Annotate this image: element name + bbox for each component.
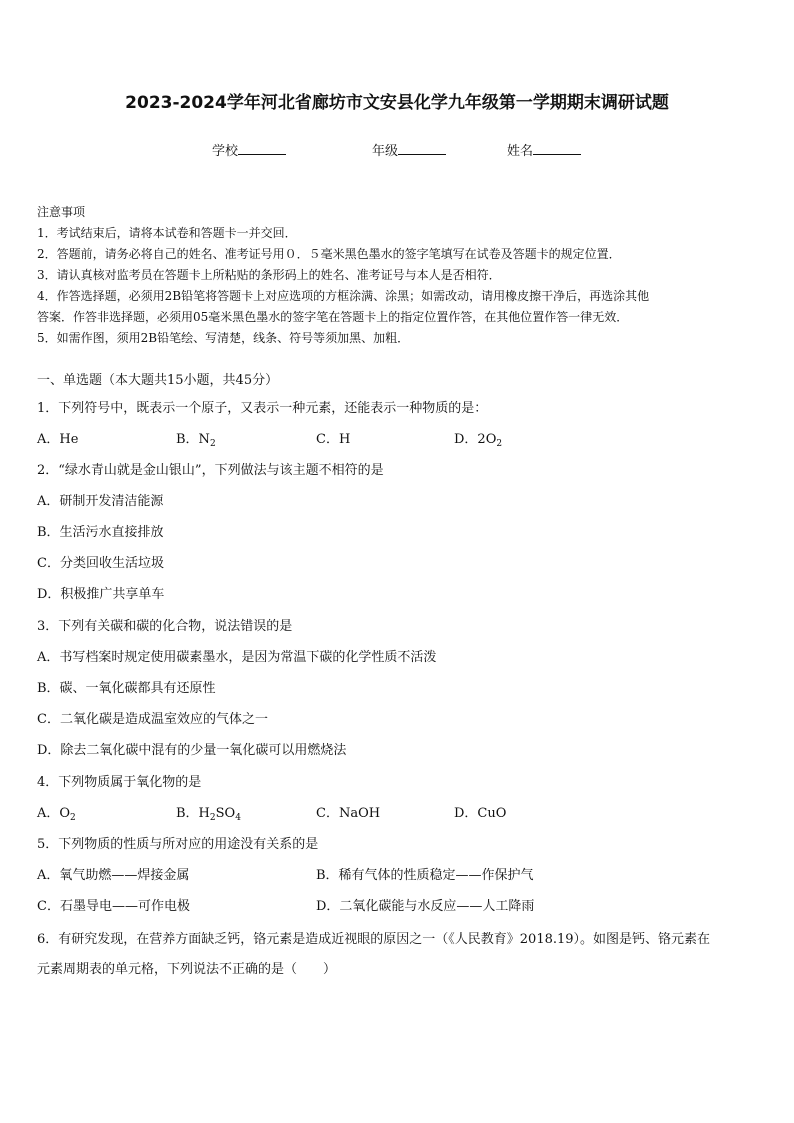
question-4-stem: 4．下列物质属于氧化物的是 — [37, 775, 202, 790]
q3-option-a[interactable]: A．书写档案时规定使用碳素墨水，是因为常温下碳的化学性质不活泼 — [37, 650, 437, 665]
notice-item: 4．作答选择题，必须用2B铅笔将答题卡上对应选项的方框涂满、涂黑；如需改动，请用橡皮擦干净后，再选涂其他 — [37, 289, 650, 303]
school-label: 学校 — [212, 144, 239, 159]
grade-blank — [398, 142, 446, 155]
q4-option-b-text-2: SO — [215, 806, 236, 821]
notice-item: 5．如需作图，须用2B铅笔绘、写清楚，线条、符号等须加黑、加粗． — [37, 331, 410, 345]
q4-option-b-text: B．H — [176, 806, 210, 821]
q4-option-a-text: A．O — [37, 806, 71, 821]
q3-option-b[interactable]: B．碳、一氧化碳都具有还原性 — [37, 681, 216, 696]
notice-item: 2．答题前，请务必将自己的姓名、准考证号用０．５毫米黑色墨水的签字笔填写在试卷及答题卡的规定位置． — [37, 247, 621, 261]
q5-option-b[interactable]: B．稀有气体的性质稳定——作保护气 — [316, 868, 534, 883]
q4-option-b-subscript-1: 2 — [209, 813, 216, 823]
grade-field — [372, 140, 446, 159]
question-6-stem-line-2: 元素周期表的单元格，下列说法不正确的是（ ） — [37, 962, 337, 977]
q3-option-d[interactable]: D．除去二氧化碳中混有的少量一氧化碳可以用燃烧法 — [37, 743, 347, 758]
q4-option-b[interactable] — [176, 802, 241, 823]
q2-option-a[interactable]: A．研制开发清洁能源 — [37, 494, 164, 509]
q4-option-b-subscript-2: 4 — [235, 813, 241, 823]
question-3-stem: 3．下列有关碳和碳的化合物，说法错误的是 — [37, 619, 293, 634]
q2-option-b[interactable]: B．生活污水直接排放 — [37, 525, 164, 540]
q4-option-d[interactable]: D．CuO — [454, 806, 507, 821]
q1-option-d-subscript: 2 — [496, 439, 503, 449]
q3-option-c[interactable]: C．二氧化碳是造成温室效应的气体之一 — [37, 712, 268, 727]
name-blank — [533, 142, 581, 155]
q1-option-b-subscript: 2 — [209, 439, 216, 449]
name-label: 姓名 — [507, 144, 534, 159]
notice-heading: 注意事项 — [37, 205, 86, 219]
q5-option-d[interactable]: D．二氧化碳能与水反应——人工降雨 — [316, 899, 535, 914]
exam-title: 2023-2024学年河北省廊坊市文安县化学九年级第一学期期末调研试题 — [125, 93, 669, 113]
grade-label: 年级 — [372, 144, 399, 159]
notice-item: 答案．作答非选择题，必须用05毫米黑色墨水的签字笔在答题卡上的指定位置作答，在其他位置作答一律无效． — [37, 310, 629, 324]
school-field — [212, 140, 286, 159]
notice-item: 3．请认真核对监考员在答题卡上所粘贴的条形码上的姓名、准考证号与本人是否相符． — [37, 268, 501, 282]
question-6-stem-line-1: 6．有研究发现，在营养方面缺乏钙，铬元素是造成近视眼的原因之一（《人民教育》2018.19）。如图是钙、铬元素在 — [37, 932, 711, 947]
q5-option-a[interactable]: A．氧气助燃——焊接金属 — [37, 868, 190, 883]
q2-option-d[interactable]: D．积极推广共享单车 — [37, 587, 165, 602]
name-field — [507, 140, 581, 159]
q1-option-d-text: D．2O — [454, 432, 497, 447]
question-5-stem: 5．下列物质的性质与所对应的用途没有关系的是 — [37, 837, 319, 852]
q4-option-c[interactable]: C．NaOH — [316, 806, 381, 821]
q2-option-c[interactable]: C．分类回收生活垃圾 — [37, 556, 164, 571]
q5-option-c[interactable]: C．石墨导电——可作电极 — [37, 899, 190, 914]
q4-option-a[interactable] — [37, 802, 76, 823]
school-blank — [238, 142, 286, 155]
question-2-stem: 2．“绿水青山就是金山银山”，下列做法与该主题不相符的是 — [37, 463, 384, 478]
notice-item: 1．考试结束后，请将本试卷和答题卡一并交回． — [37, 226, 297, 240]
q4-option-a-subscript: 2 — [70, 813, 76, 823]
q1-option-a[interactable]: A．He — [37, 432, 79, 447]
q1-option-d[interactable] — [454, 428, 502, 449]
q1-option-b[interactable] — [176, 428, 216, 449]
question-1-stem: 1．下列符号中，既表示一个原子，又表示一种元素，还能表示一种物质的是： — [37, 401, 488, 416]
q1-option-c[interactable]: C．H — [316, 432, 351, 447]
q1-option-b-text: B．N — [176, 432, 210, 447]
section-heading: 一、单选题（本大题共15小题，共45分） — [37, 373, 279, 388]
